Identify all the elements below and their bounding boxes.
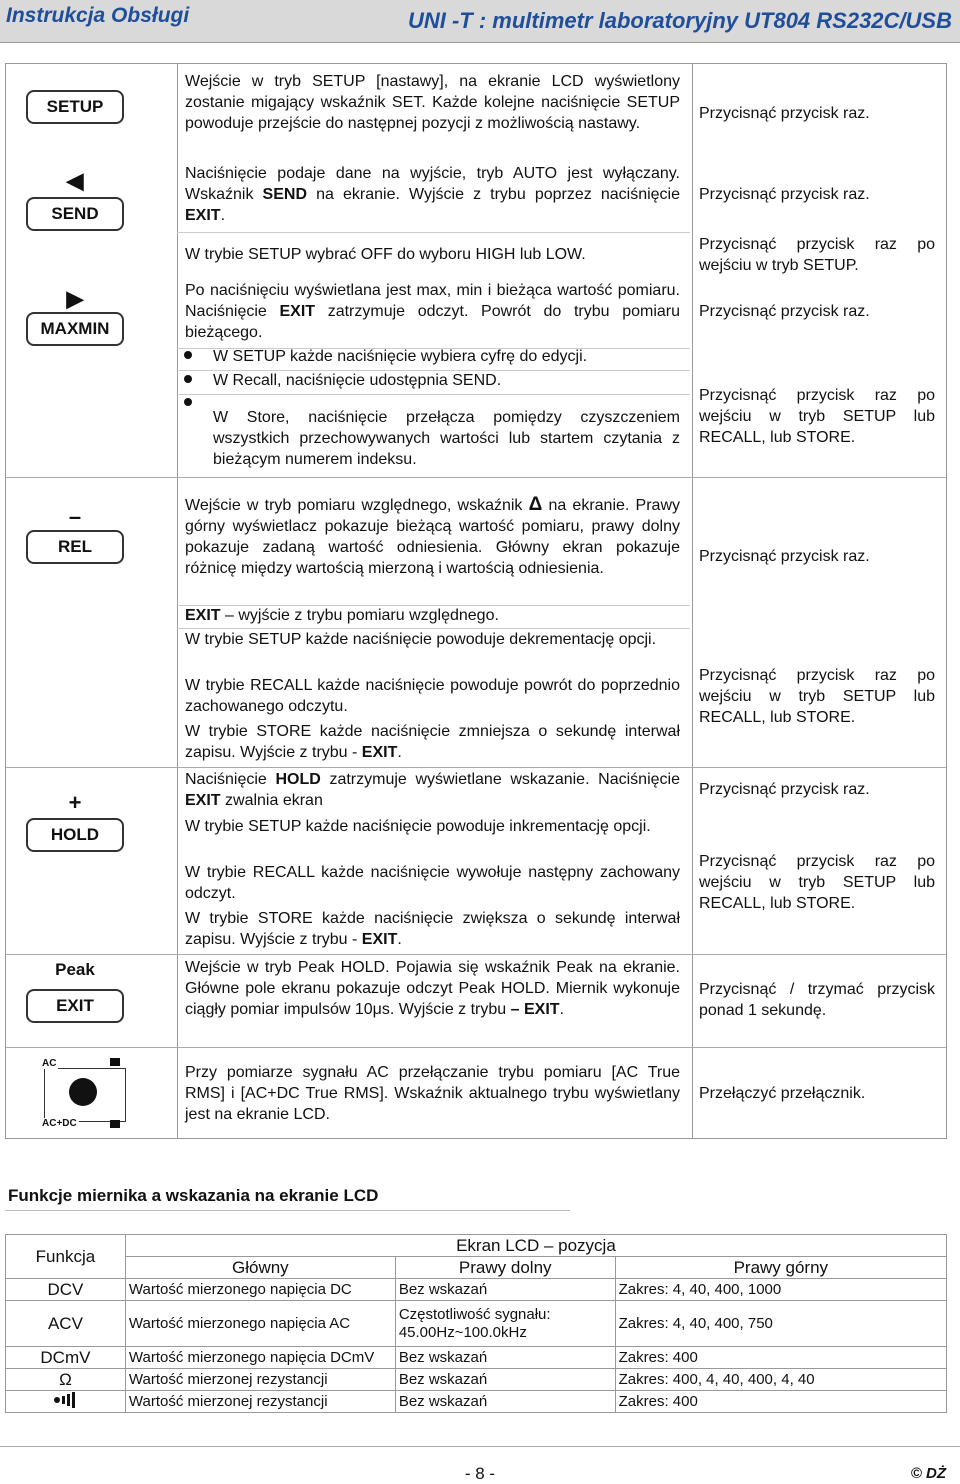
setup-action: Przycisnąć przycisk raz. bbox=[699, 105, 870, 122]
table-row bbox=[6, 1347, 947, 1369]
lcd-table bbox=[5, 1234, 947, 1413]
hold-store-description bbox=[185, 908, 680, 950]
text: Wejście w tryb Peak HOLD. Pojawia się wskaźnik Peak na ekranie. Główne pole ekranu pokazuje odczyt Peak HOLD. Miernik wykonuje ciągły pomiar impulsów 10μs. Wyjście z trybu bbox=[185, 959, 680, 1018]
text-bold: EXIT bbox=[361, 931, 398, 948]
ac-label: AC bbox=[42, 1058, 57, 1069]
row-divider bbox=[177, 232, 690, 233]
header-prawy-gorny: Prawy górny bbox=[615, 1257, 946, 1279]
text: na ekranie. Wyjście z trybu poprzez naciśnięcie bbox=[307, 186, 680, 203]
minus-symbol: – bbox=[68, 504, 82, 529]
ac-action: Przełączyć przełącznik. bbox=[699, 1085, 866, 1102]
cell-funkcja: DCmV bbox=[6, 1347, 126, 1369]
rel-recall-description: W trybie RECALL każde naciśnięcie powoduje powrót do poprzednio zachowanego odczytu. bbox=[185, 677, 680, 715]
table-row bbox=[6, 1301, 947, 1347]
peak-action: Przycisnąć / trzymać przycisk ponad 1 sekundę. bbox=[699, 981, 935, 1019]
table-row bbox=[6, 1391, 947, 1413]
continuity-buzzer-icon bbox=[53, 1392, 77, 1412]
maxmin-bullet-action: Przycisnąć przycisk raz po wejściu w tryb SETUP lub RECALL, lub STORE. bbox=[699, 387, 935, 446]
header-ekran: Ekran LCD – pozycja bbox=[125, 1235, 946, 1257]
cell-prawy-gorny: Zakres: 400 bbox=[615, 1391, 946, 1413]
cell-glowny: Wartość mierzonego napięcia AC bbox=[125, 1301, 395, 1347]
rel-key[interactable]: REL bbox=[26, 530, 124, 564]
setup-description: Wejście w tryb SETUP [nastawy], na ekranie LCD wyświetlony zostanie migający wskaźnik SET. Każde kolejne naciśnięcie SETUP powoduje przejście do następnej pozycji z możliwością nastawy. bbox=[185, 73, 680, 132]
exit-key[interactable]: EXIT bbox=[26, 989, 124, 1023]
table-row bbox=[6, 1369, 947, 1391]
hold-mode-action: Przycisnąć przycisk raz po wejściu w tryb SETUP lub RECALL, lub STORE. bbox=[699, 853, 935, 912]
delta-symbol: Δ bbox=[528, 494, 543, 515]
section-underline bbox=[5, 1210, 570, 1211]
cell-glowny: Wartość mierzonej rezystancji bbox=[125, 1391, 395, 1413]
text-bold: EXIT bbox=[185, 207, 221, 224]
cell-prawy-dolny: Bez wskazań bbox=[395, 1391, 615, 1413]
rel-description bbox=[185, 494, 680, 579]
maxmin-action: Przycisnąć przycisk raz. bbox=[699, 303, 870, 320]
table-header-row bbox=[6, 1257, 947, 1279]
switch-up-icon bbox=[110, 1058, 120, 1066]
row-divider bbox=[6, 1047, 946, 1048]
text: . bbox=[397, 744, 402, 761]
footer-divider bbox=[0, 1446, 960, 1447]
cell-funkcja: ACV bbox=[6, 1301, 126, 1347]
switch-down-icon bbox=[110, 1120, 120, 1128]
maxmin-key[interactable]: MAXMIN bbox=[26, 312, 124, 346]
text-bold: – EXIT bbox=[510, 1001, 560, 1018]
text: Naciśnięcie podaje dane na wyjście, tryb AUTO jest wyłączany. Wskaźnik bbox=[185, 165, 680, 203]
text-bold: EXIT bbox=[185, 792, 221, 809]
header-prawy-dolny: Prawy dolny bbox=[395, 1257, 615, 1279]
ac-acdc-switch[interactable] bbox=[40, 1058, 128, 1130]
send-action: Przycisnąć przycisk raz. bbox=[699, 186, 870, 203]
maxmin-bullet-setup: W SETUP każde naciśnięcie wybiera cyfrę do edycji. bbox=[213, 348, 588, 365]
row-divider bbox=[6, 477, 946, 478]
column-divider bbox=[692, 64, 693, 1138]
rel-store-description bbox=[185, 721, 680, 763]
text-bold: EXIT bbox=[361, 744, 398, 761]
cell-prawy-gorny: Zakres: 4, 40, 400, 750 bbox=[615, 1301, 946, 1347]
send-setup-action: Przycisnąć przycisk raz po wejściu w tryb SETUP. bbox=[699, 236, 935, 274]
hold-description bbox=[185, 769, 680, 811]
header-funkcja: Funkcja bbox=[6, 1235, 126, 1279]
cell-prawy-dolny: Częstotliwość sygnału: 45.00Hz~100.0kHz bbox=[395, 1301, 615, 1347]
send-setup-description: W trybie SETUP wybrać OFF do wyboru HIGH lub LOW. bbox=[185, 246, 586, 263]
page-header bbox=[0, 0, 960, 43]
text: na ekranie. Prawy górny wyświetlacz pokazuje bieżącą wartość pomiaru, prawy dolny pokazuje zadaną wartość odniesienia. Główny ekran pokazuje różnicę między wartością mierzoną i wartością odniesienia. bbox=[185, 497, 680, 577]
header-left-title: Instrukcja Obsługi bbox=[6, 4, 190, 27]
cell-glowny: Wartość mierzonej rezystancji bbox=[125, 1369, 395, 1391]
text: . bbox=[397, 931, 402, 948]
column-divider bbox=[177, 64, 178, 1138]
cell-glowny: Wartość mierzonego napięcia DCmV bbox=[125, 1347, 395, 1369]
cell-glowny: Wartość mierzonego napięcia DC bbox=[125, 1279, 395, 1301]
cell-prawy-dolny: Bez wskazań bbox=[395, 1279, 615, 1301]
footer-brand: © DŻ bbox=[910, 1465, 946, 1482]
text: zatrzymuje wyświetlane wskazanie. Naciśnięcie bbox=[320, 771, 680, 788]
page-number: - 8 - bbox=[464, 1464, 496, 1483]
right-arrow-icon: ▶ bbox=[66, 286, 84, 311]
plus-symbol: + bbox=[68, 790, 82, 815]
table-row bbox=[6, 1279, 947, 1301]
rel-setup-description: W trybie SETUP każde naciśnięcie powoduje dekrementację opcji. bbox=[185, 631, 657, 648]
header-right-title: UNI -T : multimetr laboratoryjny UT804 RS232C/USB bbox=[407, 8, 952, 33]
text: zwalnia ekran bbox=[220, 792, 323, 809]
acdc-label: AC+DC bbox=[42, 1118, 77, 1129]
cell-funkcja: DCV bbox=[6, 1279, 126, 1301]
maxmin-description bbox=[185, 280, 680, 343]
row-divider bbox=[6, 767, 946, 768]
text-bold: HOLD bbox=[275, 771, 321, 788]
text: . bbox=[220, 207, 226, 224]
text: Wejście w tryb pomiaru względnego, wskaźnik bbox=[185, 497, 529, 514]
switch-knob-icon bbox=[69, 1078, 97, 1106]
bullet-icon bbox=[184, 351, 192, 359]
hold-recall-description: W trybie RECALL każde naciśnięcie wywołuje następny zachowany odczyt. bbox=[185, 864, 680, 902]
text-bold: SEND bbox=[262, 186, 307, 203]
cell-prawy-gorny: Zakres: 4, 40, 400, 1000 bbox=[615, 1279, 946, 1301]
rel-action: Przycisnąć przycisk raz. bbox=[699, 548, 870, 565]
text: W trybie STORE każde naciśnięcie zmniejsza o sekundę interwał zapisu. Wyjście z trybu - bbox=[185, 723, 680, 761]
cell-prawy-dolny: Bez wskazań bbox=[395, 1347, 615, 1369]
cell-prawy-dolny: Bez wskazań bbox=[395, 1369, 615, 1391]
cell-prawy-gorny: Zakres: 400, 4, 40, 400, 4, 40 bbox=[615, 1369, 946, 1391]
peak-label: Peak bbox=[55, 960, 95, 979]
setup-key[interactable]: SETUP bbox=[26, 90, 124, 124]
peak-description bbox=[185, 957, 680, 1020]
hold-action: Przycisnąć przycisk raz. bbox=[699, 781, 870, 798]
row-divider bbox=[177, 394, 690, 395]
text: Naciśnięcie bbox=[185, 771, 276, 788]
bullet-icon bbox=[184, 375, 192, 383]
maxmin-bullet-store: W Store, naciśnięcie przełącza pomiędzy czyszczeniem wszystkich przechowywanych wartości lub startem czytania z bieżącym numerem indeksu. bbox=[213, 409, 680, 468]
send-key[interactable]: SEND bbox=[26, 197, 124, 231]
ac-description: Przy pomiarze sygnału AC przełączanie trybu pomiaru [AC True RMS] i [AC+DC True RMS]. Wskaźnik aktualnego trybu wyświetlany jest na ekranie LCD. bbox=[185, 1064, 680, 1123]
left-arrow-icon: ◀ bbox=[66, 168, 84, 193]
rel-mode-action: Przycisnąć przycisk raz po wejściu w tryb SETUP lub RECALL, lub STORE. bbox=[699, 667, 935, 726]
maxmin-bullet-recall: W Recall, naciśnięcie udostępnia SEND. bbox=[213, 372, 502, 389]
send-description bbox=[185, 163, 680, 226]
header-glowny: Główny bbox=[125, 1257, 395, 1279]
table-header-row bbox=[6, 1235, 947, 1257]
text: zatrzymuje odczyt. Powrót do trybu pomiaru bieżącego. bbox=[185, 303, 680, 341]
hold-key[interactable]: HOLD bbox=[26, 818, 124, 852]
text: Po naciśnięciu wyświetlana jest max, min i bieżąca wartość pomiaru. Naciśnięcie bbox=[185, 282, 680, 320]
bullet-icon bbox=[184, 398, 192, 406]
text-bold: EXIT bbox=[279, 303, 316, 320]
text-bold: EXIT bbox=[185, 607, 221, 624]
cell-prawy-gorny: Zakres: 400 bbox=[615, 1347, 946, 1369]
row-divider bbox=[6, 954, 946, 955]
section-title: Funkcje miernika a wskazania na ekranie LCD bbox=[8, 1186, 379, 1205]
text: W trybie STORE każde naciśnięcie zwiększa o sekundę interwał zapisu. Wyjście z trybu - bbox=[185, 910, 680, 948]
text: . bbox=[559, 1001, 564, 1018]
cell-funkcja bbox=[6, 1391, 126, 1413]
rel-exit-description bbox=[185, 605, 680, 626]
cell-funkcja: Ω bbox=[6, 1369, 126, 1391]
text: – wyjście z trybu pomiaru względnego. bbox=[220, 607, 499, 624]
hold-setup-description: W trybie SETUP każde naciśnięcie powoduje inkrementację opcji. bbox=[185, 818, 651, 835]
